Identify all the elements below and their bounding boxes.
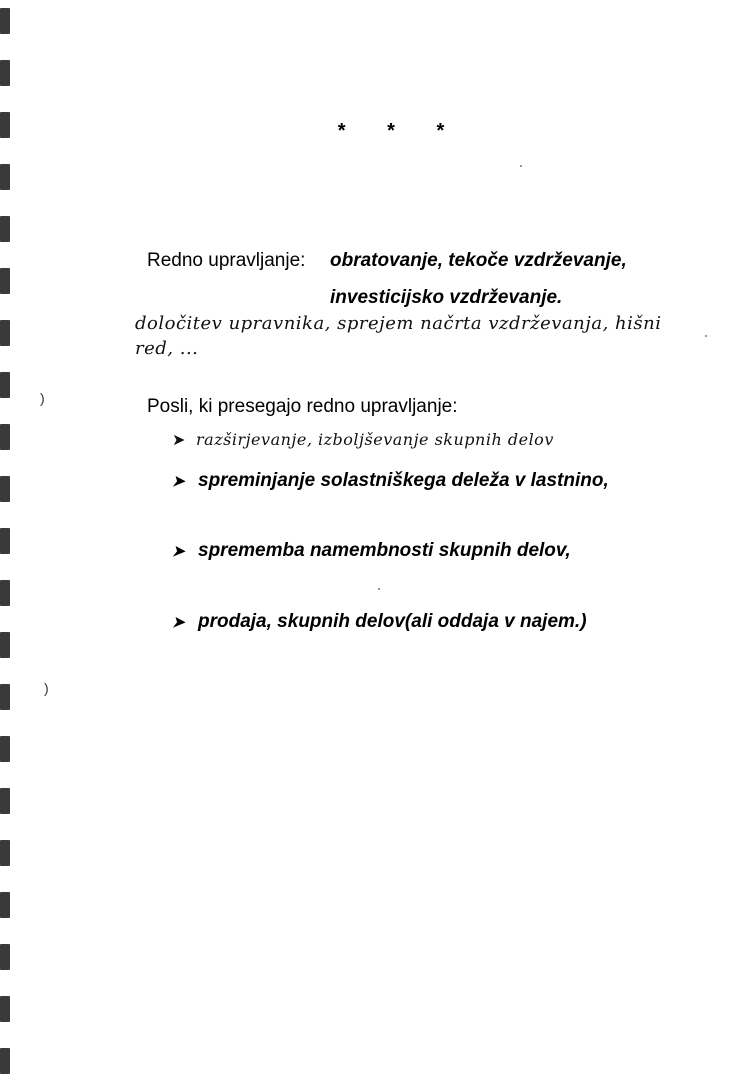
- stray-mark: ): [44, 680, 49, 696]
- scan-speck: [705, 335, 707, 337]
- binding-hole-mark: [0, 736, 10, 762]
- scan-speck: [520, 165, 522, 167]
- handwritten-note-line2: red, ...: [135, 338, 199, 359]
- binding-hole-mark: [0, 944, 10, 970]
- binding-hole-mark: [0, 996, 10, 1022]
- binding-marks: [0, 0, 14, 1061]
- list-item: ➤ spreminjanje solastniškega deleža v lastnino,: [172, 470, 609, 491]
- binding-hole-mark: [0, 8, 10, 34]
- arrowhead-bullet-icon: ➤: [172, 614, 185, 631]
- redno-upravljanje-label: Redno upravljanje:: [147, 250, 306, 271]
- section-separator: * * *: [337, 120, 463, 142]
- list-item: ➤ sprememba namembnosti skupnih delov,: [172, 540, 571, 561]
- arrowhead-bullet-icon: ➤: [172, 543, 185, 560]
- binding-hole-mark: [0, 60, 10, 86]
- handwritten-note-line1: določitev upravnika, sprejem načrta vzdrževanja, hišni: [135, 313, 662, 334]
- binding-hole-mark: [0, 164, 10, 190]
- redno-upravljanje-line2: investicijsko vzdrževanje.: [330, 287, 563, 308]
- binding-hole-mark: [0, 892, 10, 918]
- list-item: ➤ prodaja, skupnih delov(ali oddaja v najem.): [172, 611, 587, 632]
- binding-hole-mark: [0, 788, 10, 814]
- binding-hole-mark: [0, 216, 10, 242]
- stray-mark: ): [40, 390, 45, 406]
- posli-label: Posli, ki presegajo redno upravljanje:: [147, 396, 458, 417]
- binding-hole-mark: [0, 684, 10, 710]
- scan-speck: [378, 588, 380, 590]
- binding-hole-mark: [0, 372, 10, 398]
- binding-hole-mark: [0, 840, 10, 866]
- binding-hole-mark: [0, 320, 10, 346]
- binding-hole-mark: [0, 424, 10, 450]
- handwritten-list-item: ➤ razširjevanje, izboljševanje skupnih delov: [172, 430, 554, 449]
- binding-hole-mark: [0, 580, 10, 606]
- binding-hole-mark: [0, 528, 10, 554]
- binding-hole-mark: [0, 632, 10, 658]
- arrowhead-bullet-icon: ➤: [172, 473, 185, 490]
- binding-hole-mark: [0, 268, 10, 294]
- hand-drawn-arrow-icon: ➤: [172, 430, 186, 449]
- binding-hole-mark: [0, 476, 10, 502]
- binding-hole-mark: [0, 1048, 10, 1074]
- redno-upravljanje-line1: obratovanje, tekoče vzdrževanje,: [330, 250, 627, 271]
